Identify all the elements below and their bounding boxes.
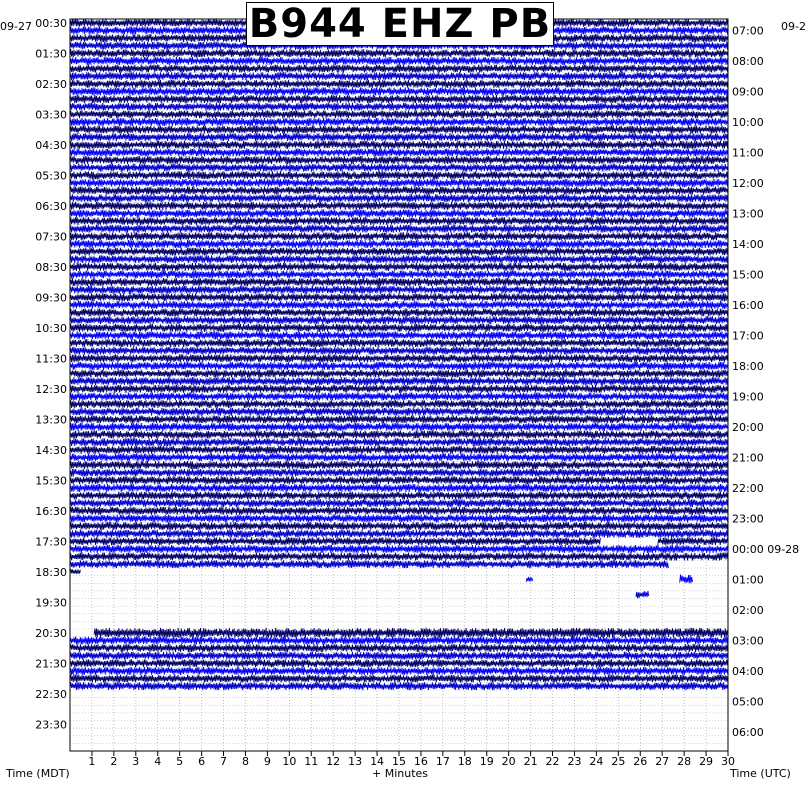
right-tick-label: 03:00 <box>732 634 764 648</box>
left-tick-label: 06:30 <box>35 199 67 213</box>
x-tick-label: 1 <box>88 755 96 768</box>
right-tick-label: 16:00 <box>732 298 764 312</box>
right-tick-label: 14:00 <box>732 237 764 251</box>
left-tick-label: 14:30 <box>35 443 67 457</box>
left-tick-label: 20:30 <box>35 626 67 640</box>
x-tick-label: 29 <box>699 755 714 768</box>
left-tick-label: 22:30 <box>35 687 67 701</box>
right-tick-label: 19:00 <box>732 390 764 404</box>
left-tick-label: 05:30 <box>35 169 67 183</box>
x-tick-label: 30 <box>721 755 735 768</box>
left-tick-label: 11:30 <box>35 352 67 366</box>
left-tick-label: 01:30 <box>35 47 67 61</box>
x-tick-label: 11 <box>304 755 319 768</box>
left-tick-label: 13:30 <box>35 413 67 427</box>
x-tick-label: 8 <box>241 755 249 768</box>
right-tick-label: 00:00 09-28 <box>732 542 800 556</box>
right-tick-label: 02:00 <box>732 603 764 617</box>
x-tick-label: 9 <box>263 755 271 768</box>
left-tick-label: 04:30 <box>35 138 67 152</box>
right-tick-label: 06:00 <box>732 725 764 739</box>
left-tick-label: 00:30 <box>35 16 67 30</box>
right-tick-label: 11:00 <box>732 146 764 160</box>
right-tick-label: 17:00 <box>732 329 764 343</box>
right-tick-label: 18:00 <box>732 359 764 373</box>
right-tick-label: 09:00 <box>732 85 764 99</box>
left-tick-label: 08:30 <box>35 260 67 274</box>
right-tick-label: 07:00 <box>732 24 764 38</box>
left-tick-label: 09:30 <box>35 291 67 305</box>
x-tick-label: 5 <box>176 755 184 768</box>
left-tick-label: 03:30 <box>35 108 67 122</box>
x-tick-label: 7 <box>220 755 228 768</box>
x-tick-label: 13 <box>348 755 363 768</box>
right-axis <box>732 24 799 739</box>
x-tick-label: 21 <box>523 755 538 768</box>
right-tick-label: 05:00 <box>732 695 764 709</box>
x-tick-label: 6 <box>198 755 206 768</box>
x-tick-label: 28 <box>677 755 692 768</box>
right-corner-date: 09-2 <box>781 20 806 33</box>
left-corner-date: 09-27 <box>0 20 32 33</box>
left-tick-label: 18:30 <box>35 565 67 579</box>
x-tick-label: 16 <box>413 755 428 768</box>
x-tick-label: 2 <box>110 755 118 768</box>
left-tick-label: 19:30 <box>35 596 67 610</box>
right-tick-label: 23:00 <box>732 512 764 526</box>
x-tick-label: 10 <box>282 755 297 768</box>
left-tick-label: 07:30 <box>35 230 67 244</box>
x-axis-label: + Minutes <box>372 767 429 780</box>
x-tick-label: 25 <box>611 755 626 768</box>
right-tick-label: 13:00 <box>732 207 764 221</box>
left-tick-label: 02:30 <box>35 77 67 91</box>
right-tick-label: 01:00 <box>732 573 764 587</box>
x-tick-label: 12 <box>326 755 341 768</box>
x-tick-label: 18 <box>457 755 472 768</box>
x-tick-label: 26 <box>633 755 648 768</box>
left-tick-label: 16:30 <box>35 504 67 518</box>
x-tick-label: 23 <box>567 755 582 768</box>
right-tick-label: 10:00 <box>732 115 764 129</box>
x-tick-label: 3 <box>132 755 140 768</box>
left-tick-label: 15:30 <box>35 474 67 488</box>
left-tick-label: 17:30 <box>35 535 67 549</box>
right-tick-label: 04:00 <box>732 664 764 678</box>
x-tick-label: 24 <box>589 755 604 768</box>
x-tick-label: 20 <box>501 755 516 768</box>
right-tick-label: 20:00 <box>732 420 764 434</box>
x-tick-label: 15 <box>392 755 406 768</box>
x-tick-label: 27 <box>655 755 670 768</box>
left-axis <box>35 17 67 732</box>
right-tick-label: 22:00 <box>732 481 764 495</box>
left-tick-label: 21:30 <box>35 657 67 671</box>
x-tick-label: 22 <box>545 755 560 768</box>
x-axis <box>88 751 735 768</box>
right-axis-label: Time (UTC) <box>730 767 791 780</box>
x-tick-label: 4 <box>154 755 162 768</box>
right-tick-label: 08:00 <box>732 54 764 68</box>
x-tick-label: 14 <box>370 755 385 768</box>
right-tick-label: 15:00 <box>732 268 764 282</box>
left-tick-label: 12:30 <box>35 382 67 396</box>
left-tick-label: 23:30 <box>35 718 67 732</box>
right-tick-label: 21:00 <box>732 451 764 465</box>
left-tick-label: 10:30 <box>35 321 67 335</box>
left-axis-label: Time (MDT) <box>6 767 70 780</box>
right-tick-label: 12:00 <box>732 176 764 190</box>
x-tick-label: 19 <box>479 755 494 768</box>
chart-title: B944 EHZ PB <box>246 2 554 46</box>
x-tick-label: 17 <box>435 755 450 768</box>
